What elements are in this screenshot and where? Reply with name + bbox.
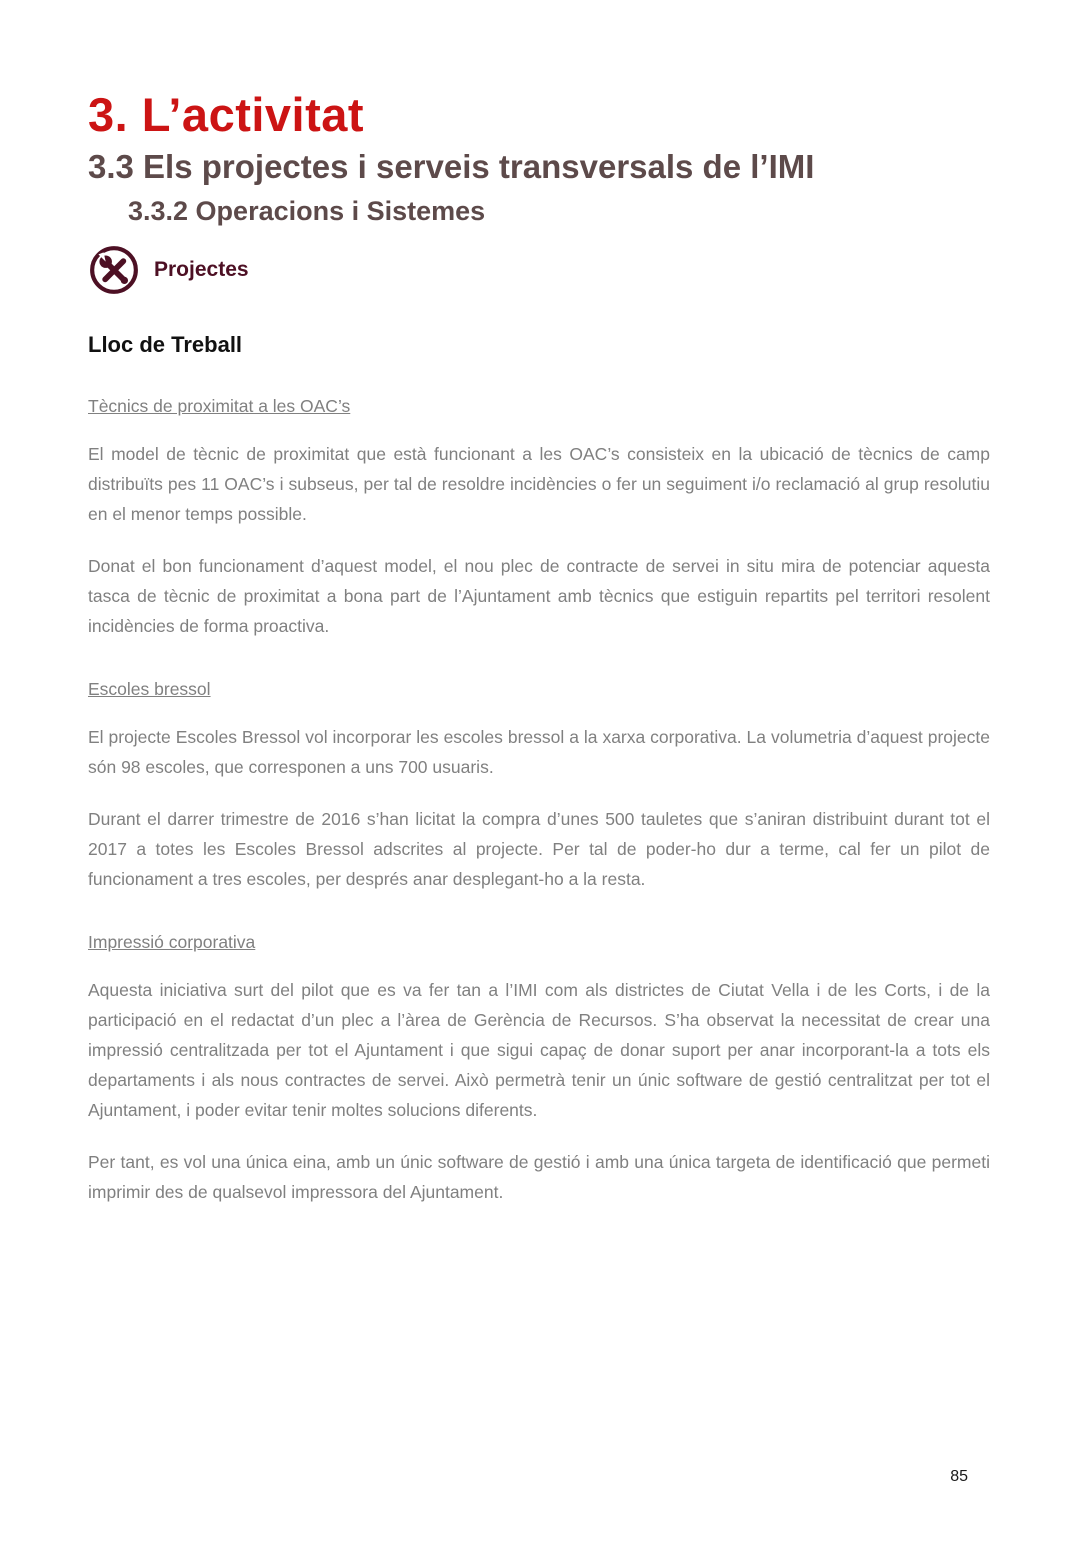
paragraph: Per tant, es vol una única eina, amb un únic software de gestió i amb una única targeta de identificació que permeti imprimir des de qualsevol impressora del Ajuntament.: [88, 1152, 990, 1202]
section-title-escoles-bressol: Escoles bressol: [88, 679, 211, 699]
category-row: [88, 244, 990, 296]
section-title-impressio-corporativa: Impressió corporativa: [88, 932, 256, 952]
paragraph: El model de tècnic de proximitat que està funcionant a les OAC’s consisteix en la ubicació de tècnics de camp distribuïts pes 11 OAC’s i subseus, per tal de resoldre incidències o fer un seguiment i/o reclamació al grup resolutiu en el menor temps possible.: [88, 444, 990, 524]
page-number: 85: [950, 1468, 968, 1485]
tools-icon: [88, 244, 140, 296]
paragraph: Donat el bon funcionament d’aquest model, el nou plec de contracte de servei in situ mira de potenciar aquesta tasca de tècnic de proximitat a bona part de l’Ajuntament amb tècnics que estiguin repartits pel territori resolent incidències de forma proactiva.: [88, 556, 990, 636]
topic-heading: Lloc de Treball: [88, 332, 243, 357]
section-title-tecnics: Tècnics de proximitat a les OAC’s: [88, 396, 351, 416]
page-title: 3. L’activitat: [88, 88, 365, 141]
paragraph: Aquesta iniciativa surt del pilot que es va fer tan a l’IMI com als districtes de Ciutat Vella i de les Corts, i de la participació en el redactat d’un plec a l’àrea de Gerència de Recursos. S’ha observat la necessitat de crear una impressió centralitzada per tot el Ajuntament i que sigui capaç de donar suport per anar incorporant-la a tots els departaments i als nous contractes de servei. Això permetrà tenir un únic software de gestió centralitzat per tot el Ajuntament, i poder evitar tenir moltes solucions diferents.: [88, 980, 990, 1120]
paragraph: El projecte Escoles Bressol vol incorporar les escoles bressol a la xarxa corporativa. La volumetria d’aquest projecte són 98 escoles, que corresponen a uns 700 usuaris.: [88, 727, 990, 777]
category-label: Projectes: [154, 258, 249, 281]
subsection-heading: 3.3.2 Operacions i Sistemes: [128, 196, 486, 226]
paragraph: Durant el darrer trimestre de 2016 s’han licitat la compra d’unes 500 tauletes que s’aniran distribuint durant tot el 2017 a totes les Escoles Bressol adscrites al projecte. Per tal de poder-ho dur a terme, cal fer un pilot de funcionament a tres escoles, per després anar desplegant-ho a la resta.: [88, 809, 990, 889]
section-heading: 3.3 Els projectes i serveis transversals de l’IMI: [88, 148, 815, 185]
